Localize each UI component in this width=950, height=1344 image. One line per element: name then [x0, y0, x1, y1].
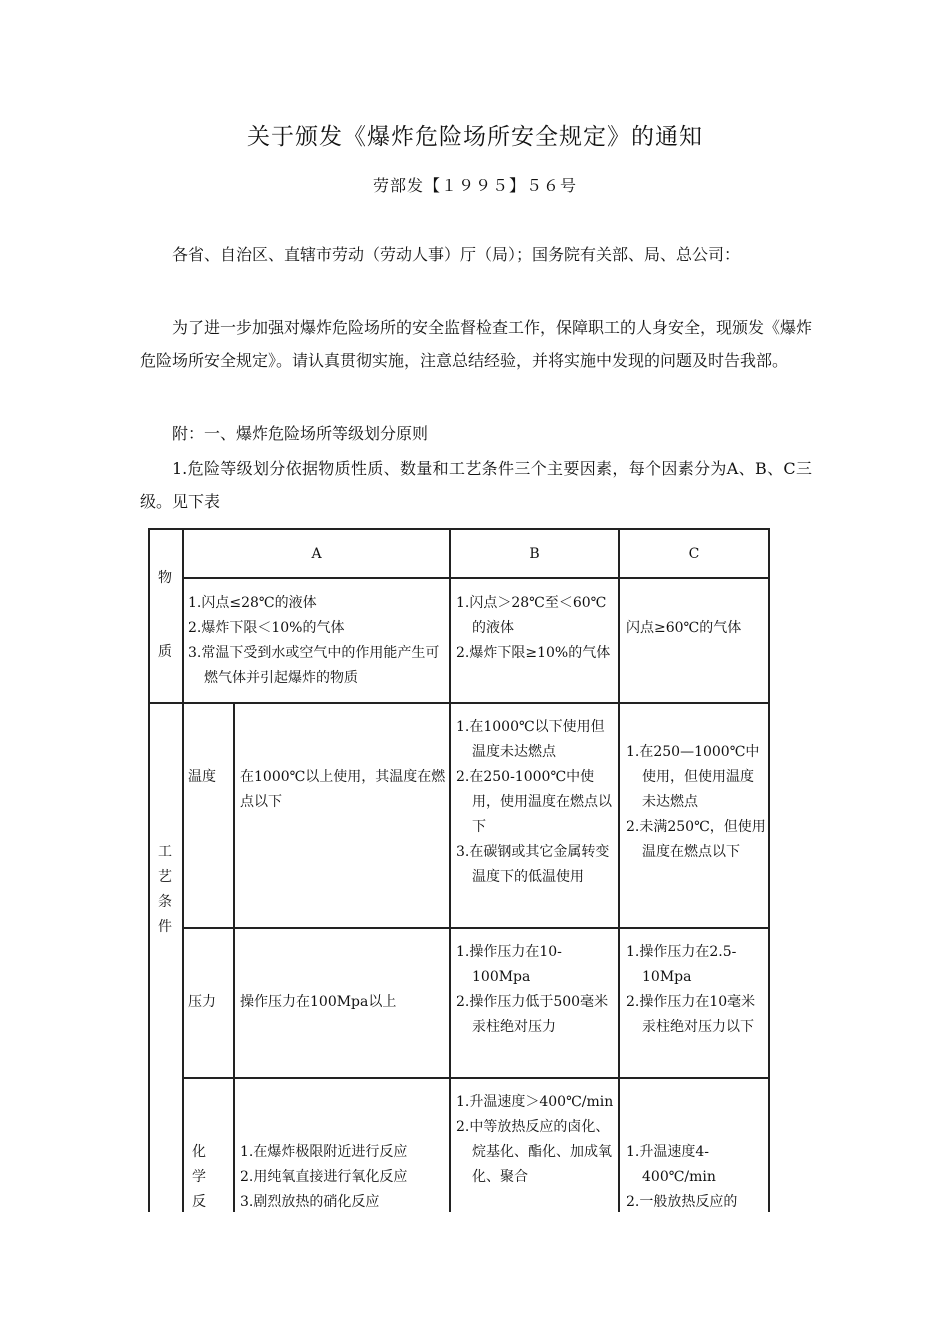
chemical-b-cell: [456, 1090, 616, 1190]
temperature-b-item-2: 2.在250-1000℃中使用，使用温度在燃点以下: [456, 769, 612, 835]
pressure-b-item-2: 2.操作压力低于500毫米汞柱绝对压力: [456, 994, 609, 1035]
chemical-label-2: 学: [192, 1169, 206, 1185]
table-col-divider-2: [233, 702, 235, 1212]
process-label-2: 艺: [158, 869, 172, 885]
temperature-c-item-1: 1.在250—1000℃中使用，但使用温度未达燃点: [626, 744, 760, 810]
temperature-label: 温度: [188, 769, 216, 785]
material-label-1: 物: [158, 570, 172, 586]
header-a: A: [311, 546, 322, 562]
process-label-4: 件: [158, 919, 172, 935]
material-a-cell: [188, 591, 448, 691]
material-b-cell: [456, 591, 616, 666]
pressure-label: 压力: [188, 994, 216, 1010]
material-c-cell: 闪点≥60℃的气体: [626, 620, 742, 636]
process-label-1: 工: [158, 844, 172, 860]
temperature-c-item-2: 2.未满250℃，但使用温度在燃点以下: [626, 819, 766, 860]
table-border-right: [768, 528, 770, 1212]
pressure-c-item-2: 2.操作压力在10毫米汞柱绝对压力以下: [626, 994, 756, 1035]
temperature-b-item-1: 1.在1000℃以下使用但温度未达燃点: [456, 719, 605, 760]
chemical-c-item-2: 2.一般放热反应的: [626, 1194, 738, 1210]
process-label-3: 条: [158, 894, 172, 910]
table-col-divider-b-c: [618, 528, 620, 1212]
temperature-a-cell: 在1000℃以上使用，其温度在燃点以下: [240, 769, 446, 810]
chemical-a-item-2: 2.用纯氧直接进行氧化反应: [240, 1169, 408, 1185]
table-pressure-divider: [182, 1077, 770, 1079]
temperature-b-cell: [456, 715, 616, 890]
table-header-divider: [182, 577, 770, 579]
material-a-item-2: 2.爆炸下限＜10%的气体: [188, 620, 345, 636]
table-temperature-divider: [182, 927, 770, 929]
chemical-c-item-1: 1.升温速度4-400℃/min: [626, 1144, 716, 1185]
header-c: C: [688, 546, 700, 562]
attachment-line: 附：一、爆炸危险场所等级划分原则: [172, 424, 429, 443]
item1-paragraph: 1.危险等级划分依据物质性质、数量和工艺条件三个主要因素，每个因素分为A、B、C三级。见下表: [140, 459, 812, 511]
pressure-b-item-1: 1.操作压力在10-100Mpa: [456, 944, 562, 985]
chemical-a-item-1: 1.在爆炸极限附近进行反应: [240, 1144, 408, 1160]
body-paragraph: 为了进一步加强对爆炸危险场所的安全监督检查工作，保障职工的人身安全，现颁发《爆炸危险场所安全规定》。请认真贯彻实施，注意总结经验，并将实施中发现的问题及时告我部。: [140, 318, 813, 370]
pressure-c-cell: [626, 940, 766, 1040]
table-material-divider: [148, 702, 770, 704]
temperature-c-cell: [626, 740, 766, 865]
chemical-a-item-3: 3.剧烈放热的硝化反应: [240, 1194, 380, 1210]
salutation-paragraph: 各省、自治区、直辖市劳动（劳动人事）厅（局）；国务院有关部、局、总公司：: [172, 245, 741, 264]
pressure-a-cell: 操作压力在100Mpa以上: [240, 994, 397, 1010]
material-b-item-2: 2.爆炸下限≥10%的气体: [456, 645, 611, 661]
header-b: B: [529, 546, 540, 562]
table-col-divider-a-b: [449, 528, 451, 1212]
chemical-label-3: 反: [192, 1194, 206, 1210]
temperature-b-item-3: 3.在碳钢或其它金属转变温度下的低温使用: [456, 844, 610, 885]
material-a-item-3: 3.常温下受到水或空气中的作用能产生可燃气体并引起爆炸的物质: [188, 645, 440, 686]
material-a-item-1: 1.闪点≤28℃的液体: [188, 595, 317, 611]
pressure-c-item-1: 1.操作压力在2.5-10Mpa: [626, 944, 737, 985]
document-title: 关于颁发《爆炸危险场所安全规定》的通知: [247, 124, 703, 150]
chemical-c-cell: [626, 1140, 766, 1215]
pressure-b-cell: [456, 940, 616, 1040]
material-label-2: 质: [158, 644, 172, 660]
chemical-b-item-1: 1.升温速度＞400℃/min: [456, 1094, 614, 1110]
table-border-left: [148, 528, 150, 1212]
document-number: 劳部发【１９９５】５６号: [372, 176, 577, 195]
table-border-top: [148, 528, 770, 530]
material-b-item-1: 1.闪点＞28℃至＜60℃的液体: [456, 595, 607, 636]
chemical-b-item-2: 2.中等放热反应的卤化、烷基化、酯化、加成氧化、聚合: [456, 1119, 612, 1185]
chemical-label-1: 化: [192, 1144, 206, 1160]
table-col-divider-1: [182, 528, 184, 1212]
chemical-a-cell: [240, 1140, 448, 1215]
